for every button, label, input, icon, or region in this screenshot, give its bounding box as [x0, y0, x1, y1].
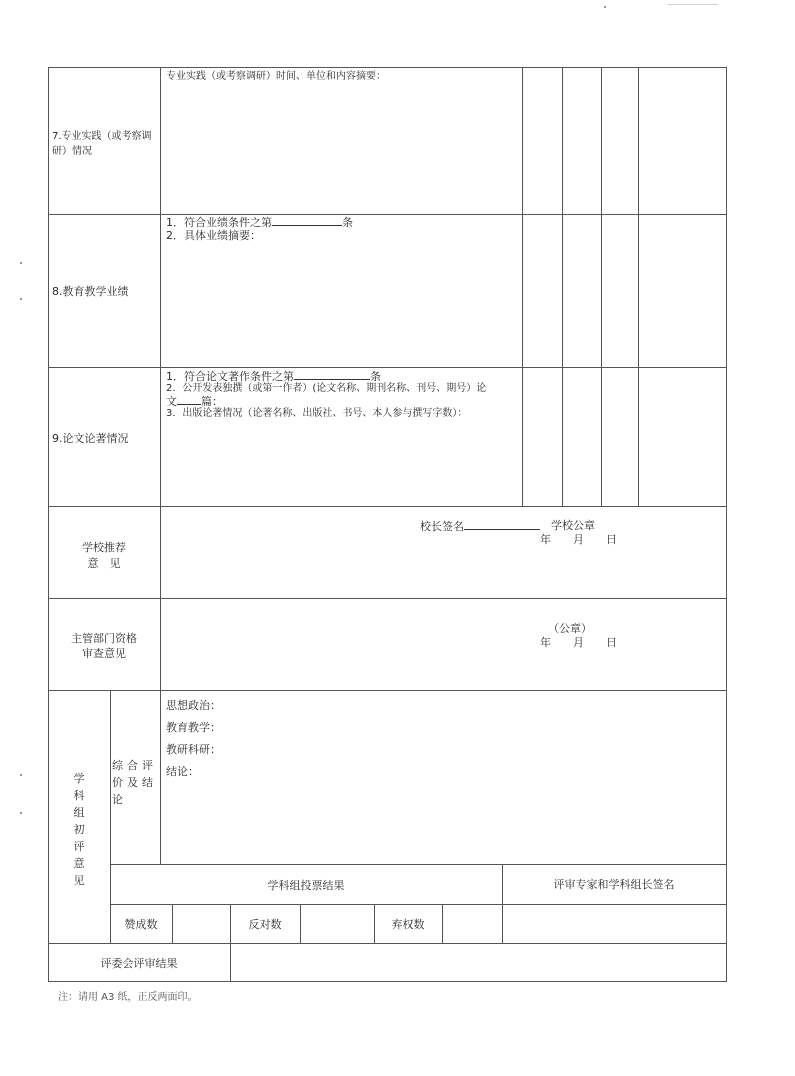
vote-col-3	[300, 904, 301, 943]
group-label-divider	[110, 690, 111, 943]
row-divider-9-school	[48, 506, 727, 507]
group-item-conclusion: 结论：	[166, 765, 199, 778]
row-divider-8-9	[48, 367, 727, 368]
practice-content-title: 专业实践（或考察调研）时间、单位和内容摘要：	[166, 71, 386, 82]
footnote: 注：请用 A3 纸，正反两面印。	[58, 992, 198, 1003]
score-column-4	[638, 67, 639, 506]
score-column-1	[522, 67, 523, 506]
teaching-line1-suffix: 条	[342, 216, 353, 229]
dept-seal-label: （公章）	[548, 622, 592, 635]
teaching-label: 8.教育教学业绩	[52, 285, 129, 298]
oppose-label: 反对数	[248, 918, 282, 931]
score-column-3	[601, 67, 602, 506]
group-item-research: 教研科研：	[166, 743, 221, 756]
school-label-line1: 学校推荐	[82, 541, 126, 554]
abstain-label: 弃权数	[391, 918, 425, 931]
school-date: 年 月 日	[540, 533, 617, 546]
group-item-politics: 思想政治：	[166, 699, 221, 712]
scan-dot	[20, 262, 22, 264]
papers-line3-suffix: 篇：	[201, 395, 223, 408]
vote-signature-divider	[502, 864, 503, 943]
practice-label-line2: 研）情况	[52, 146, 92, 157]
group-sublabel-divider	[160, 690, 161, 864]
dept-label-line1: 主管部门资格	[71, 632, 137, 645]
papers-label: 9.论文论著情况	[52, 432, 129, 445]
table-border-left	[48, 67, 49, 982]
row-divider-school-dept	[48, 598, 727, 599]
scan-mark	[668, 4, 718, 5]
row-divider-dept-group	[48, 690, 727, 691]
scan-dot	[20, 774, 22, 776]
row-divider-7-8	[48, 214, 727, 215]
table-border-bottom	[48, 981, 727, 982]
dept-date: 年 月 日	[540, 636, 617, 649]
teaching-clause-blank[interactable]	[272, 214, 342, 226]
school-seal-label: 学校公章	[551, 519, 595, 532]
papers-line1-prefix: 1．符合论文著作条件之第	[166, 370, 294, 383]
papers-clause-blank[interactable]	[294, 368, 370, 380]
committee-label-divider	[230, 943, 231, 981]
practice-label-line1: 7.专业实践（或考察调	[52, 131, 152, 142]
dept-label-line2: 审查意见	[82, 647, 126, 660]
scan-dot	[20, 298, 22, 300]
principal-signature	[420, 518, 540, 534]
papers-line3-prefix: 文	[166, 395, 177, 408]
committee-label: 评委会评审结果	[100, 957, 178, 970]
principal-signature-blank[interactable]	[464, 518, 540, 530]
table-border-right	[726, 67, 727, 982]
group-label: 学科组初评意见	[73, 772, 85, 887]
label-column-divider	[160, 67, 161, 690]
principal-signature-label: 校长签名	[420, 520, 464, 533]
score-column-2	[562, 67, 563, 506]
vote-col-1	[172, 904, 173, 943]
school-label-line2: 意 见	[87, 557, 121, 570]
group-inner-divider	[110, 864, 727, 865]
scan-dot	[20, 812, 22, 814]
group-item-teaching: 教育教学：	[166, 721, 221, 734]
table-border-top	[48, 67, 727, 68]
papers-count-blank[interactable]	[177, 393, 201, 405]
scan-dot	[604, 6, 606, 8]
papers-line1-suffix: 条	[370, 370, 381, 383]
approve-label: 赞成数	[124, 918, 158, 931]
signature-header: 评审专家和学科组长签名	[553, 878, 675, 891]
group-sublabel: 综合评价及结论	[112, 759, 157, 806]
teaching-line1-prefix: 1．符合业绩条件之第	[166, 216, 272, 229]
papers-line2: 2．公开发表独撰（或第一作者）(论文名称、期刊名称、刊号、期号）论	[166, 383, 487, 394]
vote-result-header: 学科组投票结果	[267, 879, 345, 892]
teaching-line2: 2．具体业绩摘要：	[166, 229, 261, 242]
row-divider-group-committee	[48, 943, 727, 944]
vote-col-5	[442, 904, 443, 943]
papers-line4: 3．出版论著情况（论著名称、出版社、书号、本人参与撰写字数）：	[166, 408, 468, 419]
vote-header-divider	[110, 904, 727, 905]
